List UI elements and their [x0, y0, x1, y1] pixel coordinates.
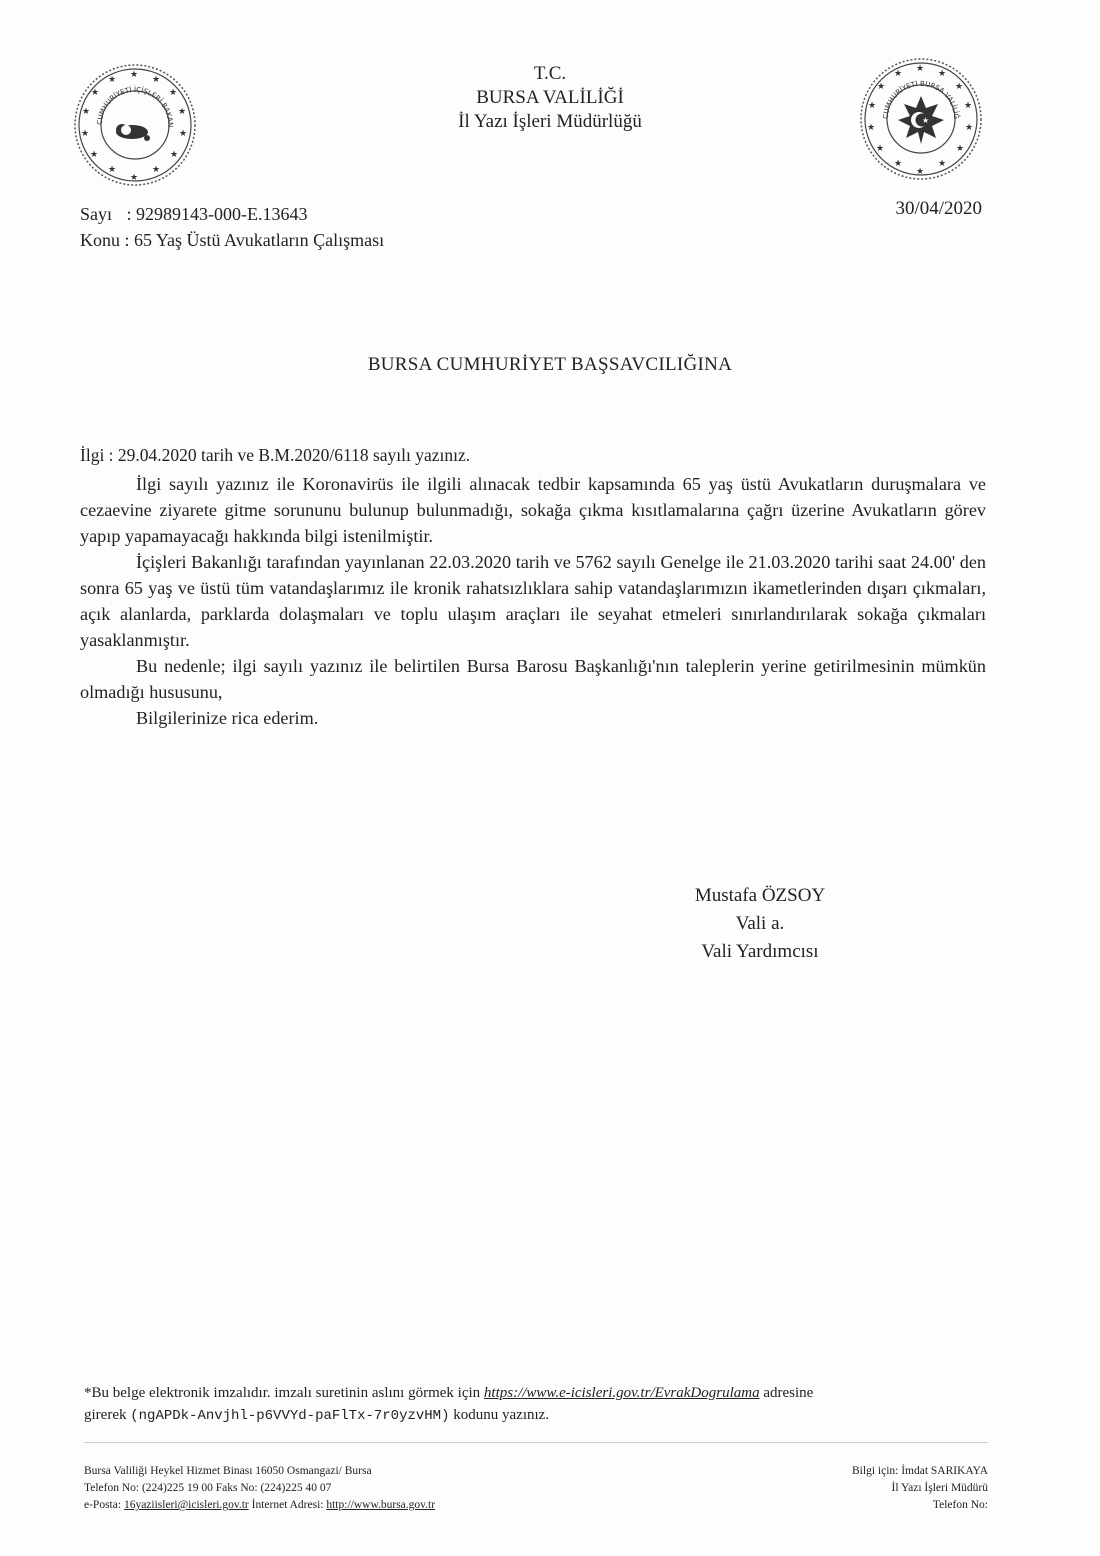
svg-text:★: ★ — [965, 123, 974, 133]
svg-text:★: ★ — [152, 165, 161, 175]
info-phone: Telefon No: — [932, 1499, 988, 1511]
footer-contact — [84, 1463, 435, 1514]
paragraph: Bu nedenle; ilgi sayılı yazınız ile belirtilen Bursa Barosu Başkanlığı'nın taleplerin yerine getirilmesinin mümkün olmadığı hususunu, — [80, 656, 986, 702]
paragraph: Bilgilerinize rica ederim. — [136, 708, 319, 728]
svg-text:★: ★ — [877, 82, 886, 92]
signatory-title: Vali a. — [735, 913, 785, 934]
letter-body — [80, 471, 986, 731]
svg-text:★: ★ — [130, 70, 139, 80]
svg-text:★: ★ — [876, 144, 885, 154]
signature-block — [640, 882, 880, 966]
reference-line: İlgi : 29.04.2020 tarih ve B.M.2020/6118 sayılı yazınız. — [80, 445, 471, 465]
website-link[interactable]: http://www.bursa.gov.tr — [326, 1499, 436, 1511]
letterhead-department: İl Yazı İşleri Müdürlüğü — [458, 111, 642, 132]
email-label: e-Posta: — [84, 1499, 122, 1511]
svg-text:★: ★ — [867, 123, 876, 133]
footer-email-web — [84, 1497, 435, 1514]
svg-text:CUMHURİYETİ BURSA VALİLİĞİ: CUMHURİYETİ BURSA VALİLİĞ — [881, 79, 961, 120]
info-contact: Bilgi için: İmdat SARIKAYA — [852, 1465, 988, 1477]
svg-text:★: ★ — [152, 75, 161, 85]
sayi-value: : 92989143-000-E.13643 — [126, 204, 308, 224]
svg-text:★: ★ — [130, 173, 139, 183]
footer-divider — [84, 1442, 988, 1443]
footnote-text: adresine — [763, 1385, 814, 1401]
subject-line — [80, 228, 384, 252]
letterhead-institution: BURSA VALİLİĞİ — [476, 87, 624, 108]
footnote-text: *Bu belge elektronik imzalıdır. imzalı suretinin aslını görmek için — [84, 1385, 481, 1401]
recipient: BURSA CUMHURİYET BAŞSAVCILIĞINA — [367, 354, 733, 375]
svg-text:★: ★ — [916, 64, 925, 74]
svg-text:★: ★ — [82, 107, 91, 117]
svg-text:★: ★ — [894, 69, 903, 79]
email-link[interactable]: 16yaziisleri@icisleri.gov.tr — [123, 1499, 249, 1511]
paragraph: İlgi sayılı yazınız ile Koronavirüs ile ilgili alınacak tedbir kapsamında 65 yaş üstü Avukatların duruşmalara ve cezaevine ziyarete gitme sorununu bulunup bulunmadığı, sokağa çıkma kısıtlamalarına çağrı üzerine Avukatların görev yapıp yapamayacağı hakkında bilgi istenilmiştir. — [80, 474, 986, 546]
web-label: İnternet Adresi: — [251, 1499, 324, 1511]
signatory-position: Vali Yardımcısı — [701, 941, 819, 962]
svg-text:CUMHURİYETİ İÇİŞLERİ BAKANLIĞI: CUMHURİYETİ İÇİŞLERİ BAKAN — [95, 85, 175, 128]
svg-text:★: ★ — [178, 107, 187, 117]
svg-text:★: ★ — [90, 150, 99, 160]
footer-phone: Telefon No: (224)225 19 00 Faks No: (224)225 40 07 — [84, 1482, 332, 1494]
svg-text:★: ★ — [922, 116, 930, 125]
svg-text:★: ★ — [894, 159, 903, 169]
svg-text:★: ★ — [169, 88, 178, 98]
ministry-seal-icon — [72, 62, 198, 188]
signatory-name: Mustafa ÖZSOY — [694, 885, 826, 906]
konu-value: : 65 Yaş Üstü Avukatların Çalışması — [124, 230, 385, 250]
letterhead-tc: T.C. — [533, 63, 567, 84]
svg-text:★: ★ — [81, 129, 90, 139]
svg-text:★: ★ — [91, 88, 100, 98]
svg-text:★: ★ — [108, 165, 117, 175]
svg-text:★: ★ — [956, 144, 965, 154]
verification-code: (ngAPDk-Anvjhl-p6VVYd-paFlTx-7r0yzvHM) — [130, 1408, 450, 1424]
svg-text:★: ★ — [868, 101, 877, 111]
footer-address: Bursa Valiliği Heykel Hizmet Binası 16050 Osmangazi/ Bursa — [84, 1465, 372, 1477]
svg-text:★: ★ — [938, 159, 947, 169]
svg-text:★: ★ — [170, 150, 179, 160]
e-signature-note — [84, 1382, 1014, 1427]
svg-text:★: ★ — [955, 82, 964, 92]
info-role: İl Yazı İşleri Müdürü — [891, 1482, 988, 1494]
document-date: 30/04/2020 — [895, 198, 982, 219]
konu-label: Konu — [80, 230, 120, 250]
svg-text:★: ★ — [964, 101, 973, 111]
footnote-text: girerek — [84, 1407, 127, 1423]
svg-text:★: ★ — [108, 75, 117, 85]
svg-text:★: ★ — [938, 69, 947, 79]
svg-text:★: ★ — [179, 129, 188, 139]
footnote-text: kodunu yazınız. — [453, 1407, 550, 1423]
verification-link[interactable]: https://www.e-icisleri.gov.tr/EvrakDogrulama — [483, 1385, 760, 1401]
footer-info — [852, 1463, 988, 1514]
letterhead — [350, 62, 750, 134]
sayi-label: Sayı — [80, 204, 113, 224]
governorship-seal-icon — [858, 56, 984, 182]
reference-number — [80, 202, 308, 226]
paragraph: İçişleri Bakanlığı tarafından yayınlanan 22.03.2020 tarih ve 5762 sayılı Genelge ile 21.03.2020 tarihi saat 24.00' den sonra 65 yaş ve üstü tüm vatandaşlarımız ile kronik rahatsızlıklara sahip vatandaşlarımızın ikametlerinden dışarı çıkmaları, açık alanlarda, parklarda dolaşmaları ve toplu ulaşım araçları ile seyahat etmeleri sınırlandırılarak sokağa çıkmaları yasaklanmıştır. — [80, 552, 986, 650]
svg-text:★: ★ — [916, 167, 925, 177]
